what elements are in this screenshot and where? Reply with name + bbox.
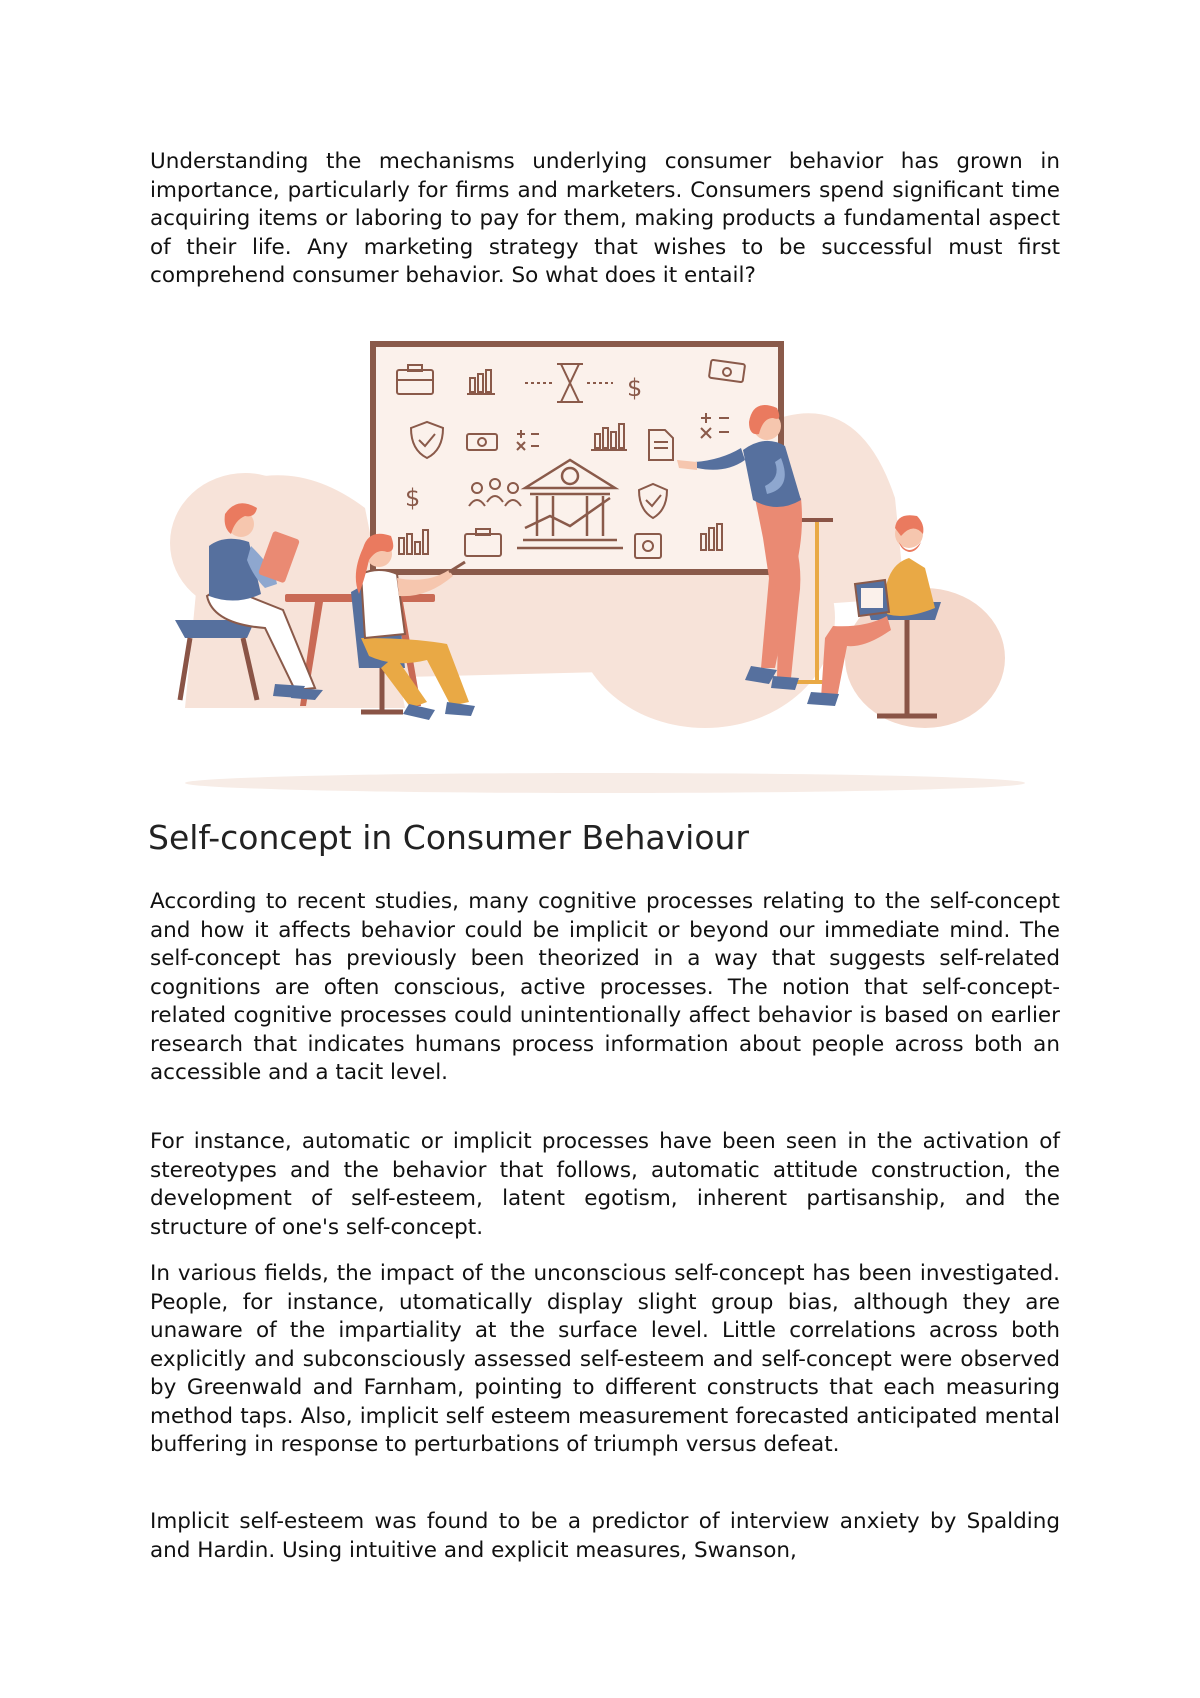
- meeting-illustration: [165, 338, 1045, 793]
- body-paragraph-2: For instance, automatic or implicit processes have been seen in the activation of stereotypes and the behavior that follows, automatic attitude construction, the development of self-esteem, latent egotism, inherent partisanship, and the structure of one's self-concept.: [150, 1129, 1060, 1240]
- dollar-icon: $: [405, 484, 421, 512]
- body-paragraph-3: In various fields, the impact of the unconscious self-concept has been investigated. People, for instance, utomatically display slight group bias, although they are unaware of the impartiality at the surface level. Little correlations across both explicitly and subconsciously assessed self-esteem and self-concept were observed by Greenwald and Farnham, pointing to different constructs that each measuring method taps. Also, implicit self esteem measurement forecasted anticipated mental buffering in response to perturbations of triumph versus defeat.: [150, 1261, 1060, 1457]
- body-paragraph-4: Implicit self-esteem was found to be a predictor of interview anxiety by Spalding and Hardin. Using intuitive and explicit measures, Swanson,: [150, 1509, 1060, 1563]
- section-heading: Self-concept in Consumer Behaviour: [148, 818, 749, 857]
- body-paragraph-1: According to recent studies, many cognitive processes relating to the self-concept and how it affects behavior could be implicit or beyond our immediate mind. The self-concept has previously been theorized in a way that suggests self-related cognitions are often conscious, active processes. The notion that self-concept-related cognitive processes could unintentionally affect behavior is based on earlier research that indicates humans process information about people across both an accessible and a tacit level.: [150, 889, 1060, 1085]
- intro-paragraph: Understanding the mechanisms underlying consumer behavior has grown in importance, particularly for firms and marketers. Consumers spend significant time acquiring items or laboring to pay for them, making products a fundamental aspect of their life. Any marketing strategy that wishes to be successful must first comprehend consumer behavior. So what does it entail?: [150, 149, 1060, 288]
- dollar-icon: $: [627, 374, 643, 402]
